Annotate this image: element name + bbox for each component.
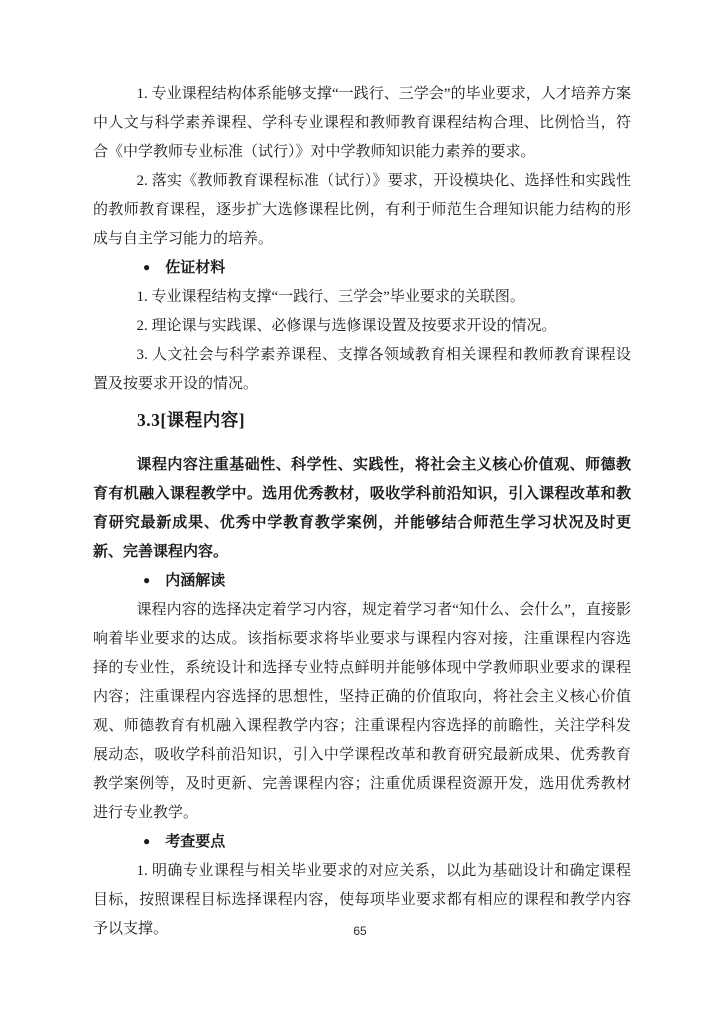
evidence-item-3: 3. 人文社会与科学素养课程、支撑各领域教育相关课程和教师教育课程设置及按要求开设的情况。 bbox=[93, 347, 631, 392]
bullet-icon: ● bbox=[143, 260, 151, 274]
page-content bbox=[93, 80, 631, 944]
paragraph-standard-2: 2. 落实《教师教育课程标准（试行）》要求，开设模块化、选择性和实践性的教师教育课程，逐步扩大选修课程比例，有利于师范生合理知识能力结构的形成与自主学习能力的培养。 bbox=[93, 173, 631, 247]
evidence-heading-label: 佐证材料 bbox=[165, 260, 226, 276]
bullet-icon: ● bbox=[143, 834, 151, 848]
page-number: 65 bbox=[353, 924, 367, 938]
paragraph-meaning: 课程内容的选择决定着学习内容，规定着学习者“知什么、会什么”，直接影响着毕业要求的达成。该指标要求将毕业要求与课程内容对接，注重课程内容选择的专业性，系统设计和选择专业特点鲜明并能够体现中学教师职业要求的课程内容；注重课程内容选择的思想性，坚持正确的价值取向，将社会主义核心价值观、师德教育有机融入课程教学内容；注重课程内容选择的前瞻性，关注学科发展动态，吸收学科前沿知识，引入中学课程改革和教育研究最新成果、优秀教育教学案例等，及时更新、完善课程内容；注重优质课程资源开发，选用优秀教材进行专业教学。 bbox=[93, 602, 631, 821]
paragraph-exam: 1. 明确专业课程与相关毕业要求的对应关系，以此为基础设计和确定课程目标，按照课程目标选择课程内容，使每项毕业要求都有相应的课程和教学内容予以支撑。 bbox=[93, 863, 631, 937]
bullet-heading-evidence bbox=[93, 254, 631, 283]
evidence-item-1: 1. 专业课程结构支撑“一践行、三学会”毕业要求的关联图。 bbox=[136, 289, 525, 305]
section-heading-3-3: 3.3[课程内容] bbox=[137, 410, 246, 430]
page-footer bbox=[0, 924, 720, 938]
exam-heading-label: 考查要点 bbox=[165, 834, 226, 850]
evidence-item-2: 2. 理论课与实践课、必修课与选修课设置及按要求开设的情况。 bbox=[136, 318, 557, 334]
paragraph-section-intro: 课程内容注重基础性、科学性、实践性，将社会主义核心价值观、师德教育有机融入课程教学中。选用优秀教材，吸收学科前沿知识，引入课程改革和教育研究最新成果、优秀中学教育教学案例，并能够结合师范生学习状况及时更新、完善课程内容。 bbox=[93, 457, 631, 560]
bullet-heading-meaning bbox=[93, 567, 631, 596]
paragraph-standard-1: 1. 专业课程结构体系能够支撑“一践行、三学会”的毕业要求，人才培养方案中人文与科学素养课程、学科专业课程和教师教育课程结构合理、比例恰当，符合《中学教师专业标准（试行）》对中学教师知识能力素养的要求。 bbox=[93, 86, 631, 160]
meaning-heading-label: 内涵解读 bbox=[165, 573, 226, 589]
bullet-heading-exam bbox=[93, 828, 631, 857]
bullet-icon: ● bbox=[143, 573, 151, 587]
